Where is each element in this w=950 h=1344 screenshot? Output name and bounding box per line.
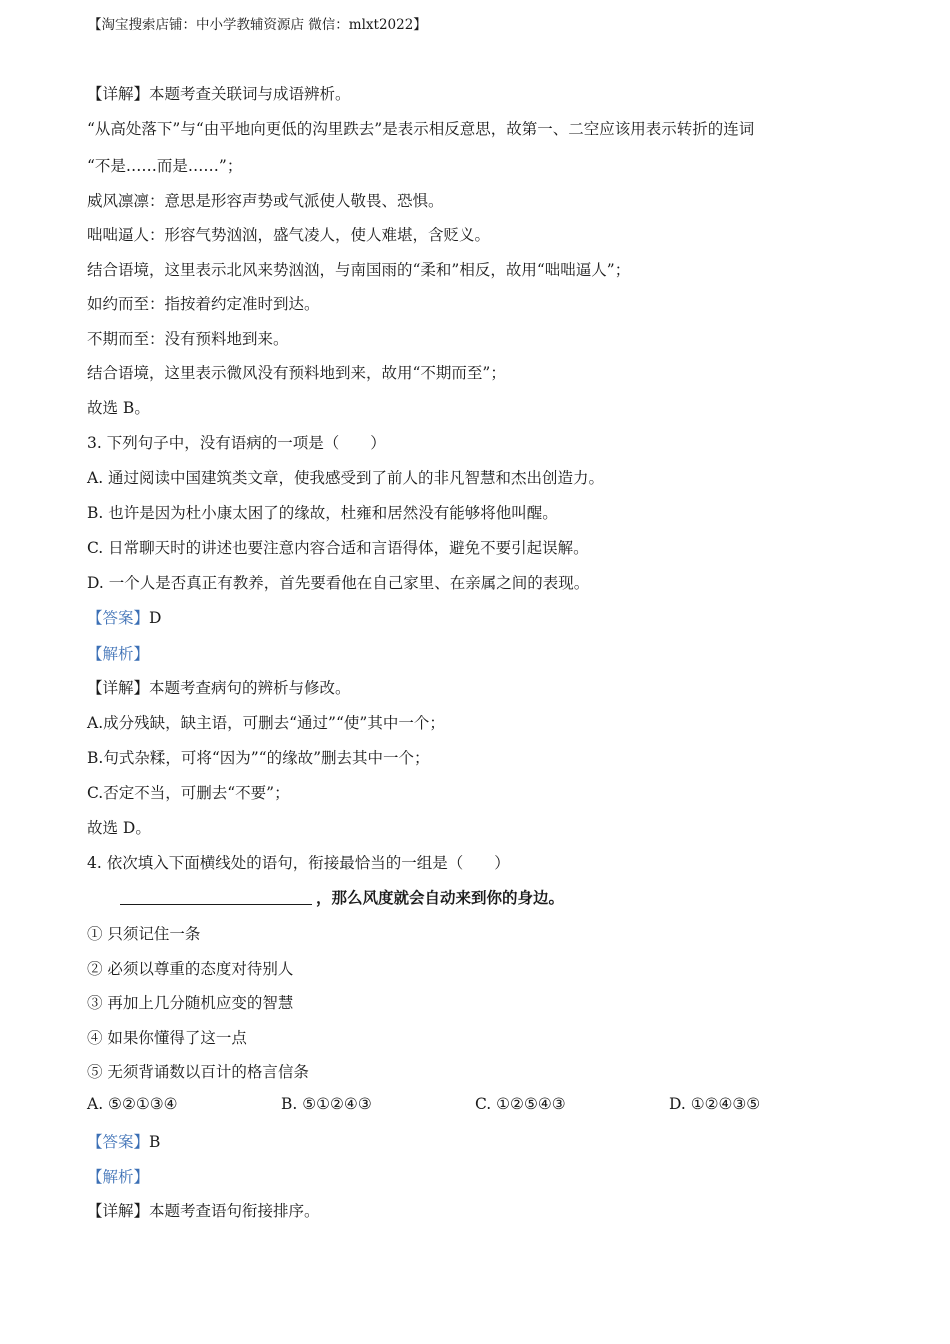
detail-line: 不期而至：没有预料地到来。 — [87, 330, 289, 348]
detail-line: 结合语境，这里表示北风来势汹汹，与南国雨的“柔和”相反，故用“咄咄逼人”； — [87, 261, 631, 279]
question-4-option-d: D. ①②④③⑤ — [669, 1095, 761, 1113]
detail-line: 故选 B。 — [87, 399, 150, 417]
answer-value: B — [149, 1133, 161, 1151]
question-4-blank-sentence — [120, 886, 564, 908]
page-header-watermark: 【淘宝搜索店铺：中小学教辅资源店 微信：mlxt2022】 — [88, 17, 427, 33]
detail-line: 咄咄逼人：形容气势汹汹，盛气凌人，使人难堪，含贬义。 — [87, 226, 491, 244]
detail-line: “不是……而是……”； — [87, 157, 243, 175]
question-4-option-b: B. ⑤①②④③ — [281, 1095, 372, 1113]
detail-line: 如约而至：指按着约定准时到达。 — [87, 295, 320, 313]
fill-blank — [120, 888, 312, 905]
question-4-title: 4. 依次填入下面横线处的语句，衔接最恰当的一组是（ ） — [87, 854, 510, 872]
question-3-answer — [87, 606, 161, 628]
question-3-option-d: D. 一个人是否真正有教养，首先要看他在自己家里、在亲属之间的表现。 — [87, 574, 590, 592]
question-4-item: ① 只须记住一条 — [87, 925, 201, 943]
detail-line: 【详解】本题考查语句衔接排序。 — [87, 1202, 320, 1220]
question-4-analysis-label: 【解析】 — [87, 1168, 150, 1186]
question-4-item: ④ 如果你懂得了这一点 — [87, 1029, 247, 1047]
answer-label: 【答案】 — [87, 609, 150, 627]
detail-line: 故选 D。 — [87, 819, 151, 837]
detail-line: A.成分残缺，缺主语，可删去“通过”“使”其中一个； — [87, 714, 445, 732]
detail-line: 【详解】本题考查病句的辨析与修改。 — [87, 679, 351, 697]
blank-sentence-text: ，那么风度就会自动来到你的身边。 — [316, 889, 565, 907]
question-3-option-c: C. 日常聊天时的讲述也要注意内容合适和言语得体，避免不要引起误解。 — [87, 539, 589, 557]
answer-value: D — [149, 609, 162, 627]
question-3-title: 3. 下列句子中，没有语病的一项是（ ） — [87, 434, 386, 452]
question-4-item: ② 必须以尊重的态度对待别人 — [87, 960, 294, 978]
detail-line: B.句式杂糅，可将“因为”“的缘故”删去其中一个； — [87, 749, 430, 767]
question-4-item: ③ 再加上几分随机应变的智慧 — [87, 994, 294, 1012]
detail-line: C.否定不当，可删去“不要”； — [87, 784, 290, 802]
question-4-option-c: C. ①②⑤④③ — [475, 1095, 566, 1113]
question-3-option-a: A. 通过阅读中国建筑类文章，使我感受到了前人的非凡智慧和杰出创造力。 — [87, 469, 605, 487]
question-3-analysis-label: 【解析】 — [87, 645, 150, 663]
question-3-option-b: B. 也许是因为杜小康太困了的缘故，杜雍和居然没有能够将他叫醒。 — [87, 504, 558, 522]
detail-line: 【详解】本题考查关联词与成语辨析。 — [87, 85, 351, 103]
detail-line: “从高处落下”与“由平地向更低的沟里跌去”是表示相反意思，故第一、二空应该用表示转折的连词 — [87, 120, 755, 138]
question-4-item: ⑤ 无须背诵数以百计的格言信条 — [87, 1063, 309, 1081]
detail-line: 结合语境，这里表示微风没有预料地到来，故用“不期而至”； — [87, 364, 506, 382]
question-4-answer — [87, 1130, 160, 1152]
detail-line: 威风凛凛：意思是形容声势或气派使人敬畏、恐惧。 — [87, 192, 444, 210]
answer-label: 【答案】 — [87, 1133, 150, 1151]
question-4-option-a: A. ⑤②①③④ — [87, 1095, 178, 1113]
